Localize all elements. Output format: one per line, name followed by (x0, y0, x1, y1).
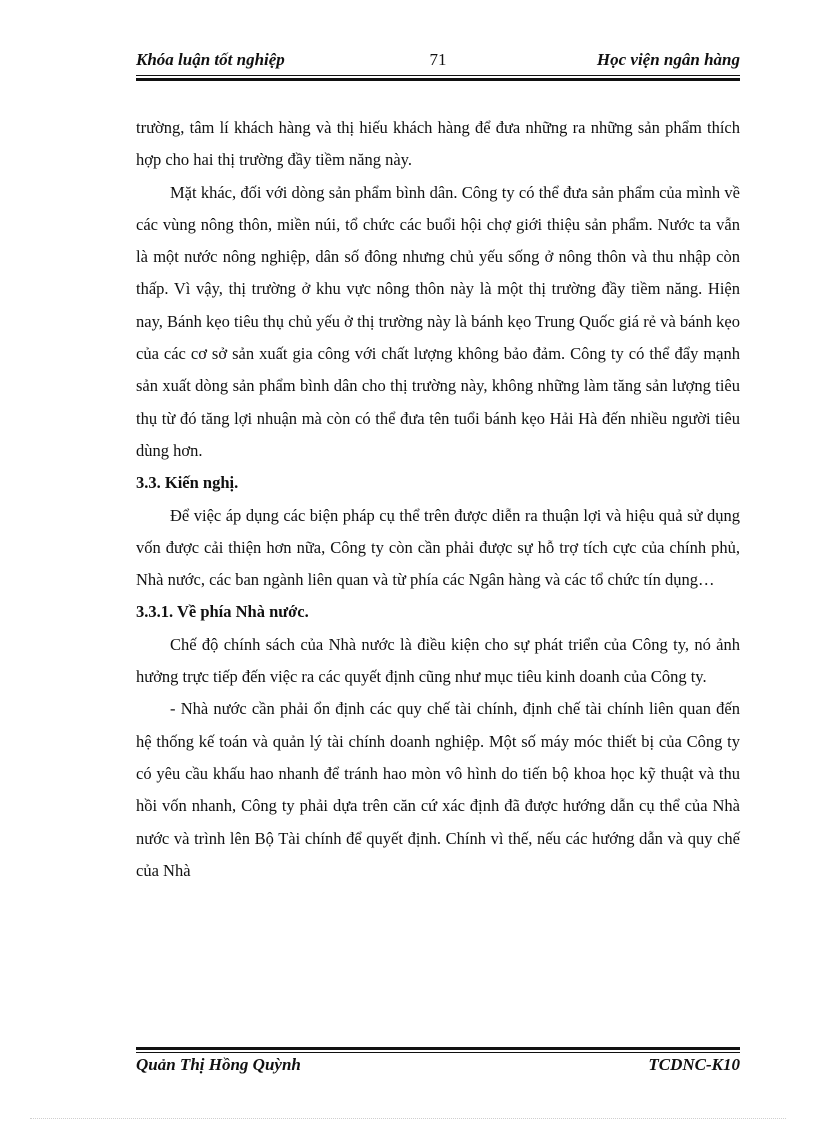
header-rule-thin (136, 75, 740, 76)
header-rule-thick (136, 78, 740, 81)
heading-3-3-1: 3.3.1. Về phía Nhà nước. (136, 602, 309, 622)
page-body (136, 112, 740, 887)
footer-author: Quản Thị Hồng Quỳnh (136, 1055, 301, 1074)
paragraph-financial-regulations: - Nhà nước cần phải ổn định các quy chế tài chính, định chế tài chính liên quan đến hệ thống kế toán và quản lý tài chính doanh nghiệp. Một số máy móc thiết bị của Công ty có yêu cầu khấu hao nhanh để tránh hao mòn vô hình do tiến bộ khoa học kỹ thuật và thu hồi vốn nhanh, Công ty phải dựa trên căn cứ xác định đã được hướng dẫn cụ thể của Nhà nước và trình lên Bộ Tài chính để quyết định. Chính vì thế, nếu các hướng dẫn và quy chế của Nhà (136, 699, 740, 880)
paragraph-continued: trường, tâm lí khách hàng và thị hiếu khách hàng để đưa những ra những sản phẩm thích hợp cho hai thị trường đầy tiềm năng này. (136, 118, 740, 170)
footer-rule-thin (136, 1052, 740, 1053)
heading-3-3: 3.3. Kiến nghị. (136, 473, 239, 493)
paragraph-state-policy: Chế độ chính sách của Nhà nước là điều kiện cho sự phát triển của Công ty, nó ảnh hưởng trực tiếp đến việc ra các quyết định cũng như mục tiêu kinh doanh của Công ty. (136, 634, 740, 687)
footer-rule-thick (136, 1047, 740, 1050)
footer-class-code: TCDNC-K10 (648, 1055, 740, 1074)
page-number: 71 (429, 50, 447, 69)
header-institution: Học viện ngân hàng (596, 50, 740, 69)
page-footer (136, 1055, 740, 1077)
paragraph-recommendation-intro: Để việc áp dụng các biện pháp cụ thể trên được diễn ra thuận lợi và hiệu quả sử dụng vốn được cải thiện hơn nữa, Công ty còn cần phải được sự hỗ trợ tích cực của chính phủ, Nhà nước, các ban ngành liên quan và từ phía các Ngân hàng và các tổ chức tín dụng… (136, 505, 740, 590)
page-edge-dotted-line (30, 1118, 786, 1119)
page-header (136, 50, 740, 72)
paragraph-budget-products: Mặt khác, đối với dòng sản phẩm bình dân. Công ty có thể đưa sản phẩm của mình về các vùng nông thôn, miền núi, tổ chức các buổi hội chợ giới thiệu sản phẩm. Nước ta vẫn là một nước nông nghiệp, dân số đông nhưng chủ yếu sống ở nông thôn và thu nhập còn thấp. Vì vậy, thị trường ở khu vực nông thôn này là một thị trường đầy tiềm năng. Hiện nay, Bánh kẹo tiêu thụ chủ yếu ở thị trường này là bánh kẹo Trung Quốc giá rẻ và bánh kẹo của các cơ sở sản xuất gia công với chất lượng không bảo đảm. Công ty có thể đẩy mạnh sản xuất dòng sản phẩm bình dân cho thị trường này, không những làm tăng sản lượng tiêu thụ từ đó tăng lợi nhuận mà còn có thể đưa tên tuổi bánh kẹo Hải Hà đến nhiều người tiêu dùng hơn. (136, 182, 740, 460)
header-thesis-title: Khóa luận tốt nghiệp (136, 50, 285, 69)
